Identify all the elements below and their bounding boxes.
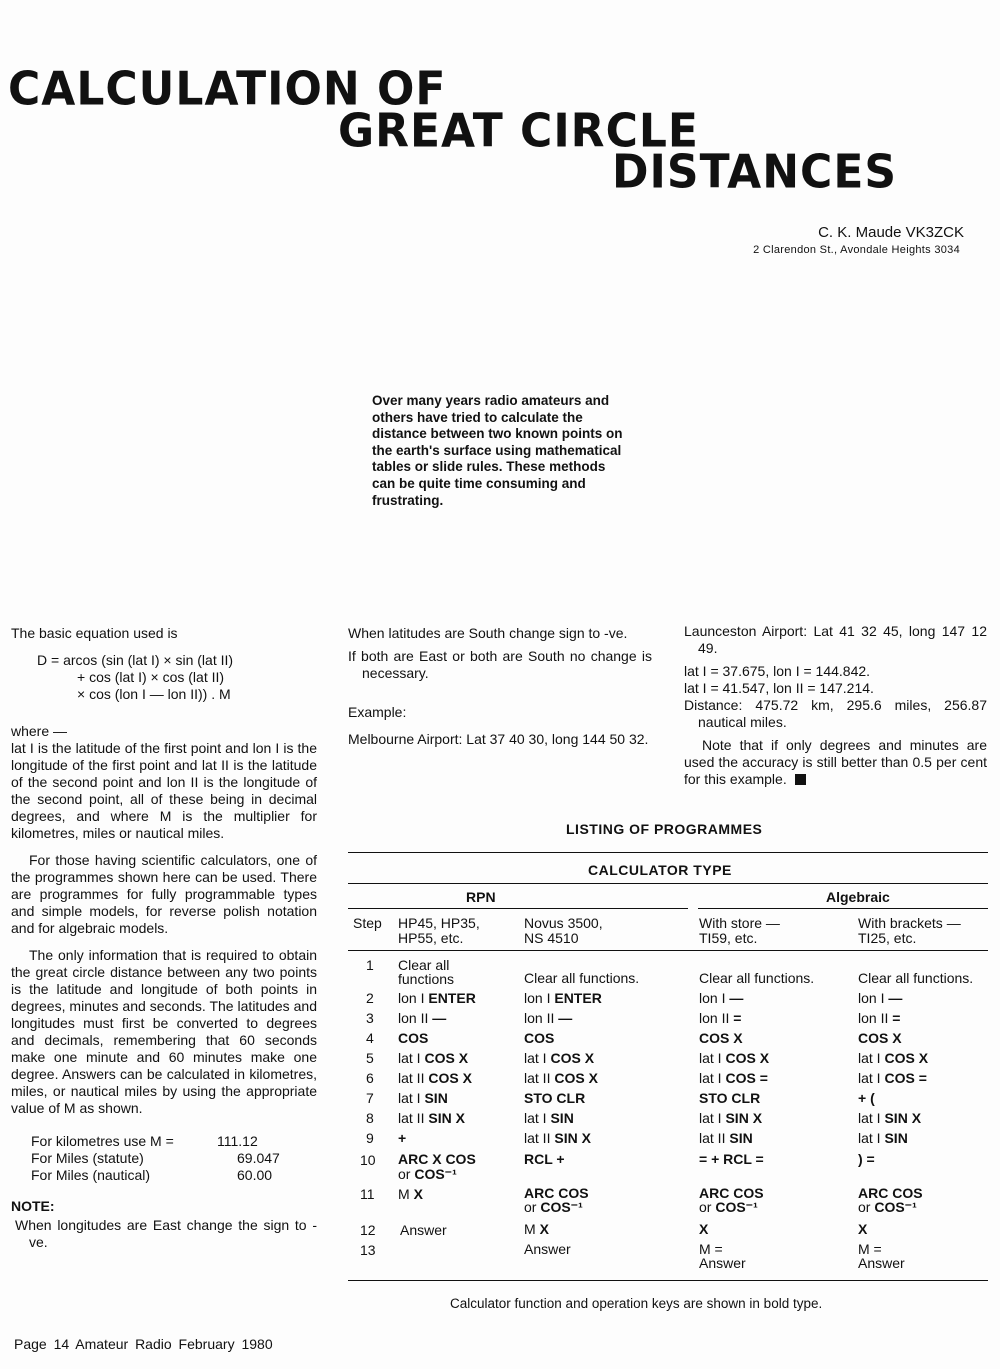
multiplier-value: 111.12 [217, 1133, 258, 1149]
step-number: 4 [366, 1030, 374, 1046]
step-cell-key: COS X [699, 1030, 743, 1046]
listing-title: LISTING OF PROGRAMMES [566, 821, 763, 837]
step-cell-key: — [558, 1010, 573, 1026]
step-cell-key: COS [524, 1030, 555, 1046]
note-3: If both are East or both are South no change is necessary. [348, 648, 652, 681]
step12-col3: X [699, 1221, 709, 1237]
step1-col1-a: Clear all [398, 957, 450, 973]
step-cell-variable: lat I [398, 1050, 425, 1066]
step-cell-variable: lon I [858, 990, 889, 1006]
step-cell-key: COS X [884, 1050, 929, 1066]
step1-col2: Clear all functions. [524, 970, 640, 986]
multiplier-value: 69.047 [237, 1150, 280, 1166]
step-cell [858, 1031, 902, 1045]
intro-paragraph: Over many years radio amateurs and others have tried to calculate the distance between two known points on the earth's surface using mathematical tables or slide rules. These methods can be quite time consuming and frustrating. [372, 393, 623, 508]
page-footer: Page 14 Amateur Radio February 1980 [14, 1336, 273, 1352]
step10-col3: = + RCL = [699, 1151, 764, 1167]
step-cell-key: + [398, 1130, 407, 1146]
step-cell-key: ENTER [554, 990, 602, 1006]
table-bottom-rule [348, 1280, 988, 1281]
step-cell [699, 1071, 768, 1085]
multiplier-label: For kilometres use M = [31, 1133, 174, 1149]
step-number: 6 [366, 1070, 374, 1086]
step-cell-key: COS X [550, 1050, 595, 1066]
step-number: 13 [360, 1242, 376, 1258]
step10-col4: ) = [858, 1151, 875, 1167]
step-cell [858, 1011, 900, 1025]
step-cell-variable: lat I [398, 1090, 425, 1106]
step11-col3-b: or COS⁻¹ [699, 1199, 758, 1215]
step-cell [524, 1031, 554, 1045]
step-number: 12 [360, 1222, 376, 1238]
column-2 [348, 625, 652, 748]
step-number: 1 [366, 957, 374, 973]
step13-col2: Answer [524, 1241, 571, 1257]
step-cell [398, 1011, 446, 1025]
step12-col1: Answer [400, 1222, 447, 1238]
step-cell-variable: lat II [524, 1070, 555, 1086]
step-cell-variable: lat I [858, 1070, 885, 1086]
step-cell-variable: lon I [398, 990, 429, 1006]
step12-col2-var: M [524, 1221, 540, 1237]
author: C. K. Maude VK3ZCK [818, 224, 964, 241]
step-cell-key: COS X [554, 1070, 598, 1086]
step-cell [858, 1111, 921, 1125]
step-number: 7 [366, 1090, 374, 1106]
step-cell [398, 1071, 472, 1085]
col1-para-2: For those having scientific calculators, one of the programmes shown here can be used. There are programmes for fully programmable types and simple models, for reverse polish notation and for algebraic models. [11, 852, 317, 936]
end-mark-icon [795, 774, 806, 785]
step-cell-variable: lon I [699, 990, 730, 1006]
step-cell-key: — [888, 990, 903, 1006]
step10-col1-a: ARC X COS [398, 1151, 476, 1167]
step-cell-variable: lat II [398, 1110, 429, 1126]
step-cell-variable: lon II [699, 1010, 734, 1026]
accuracy-note-text: Note that if only degrees and minutes are used the accuracy is still better than 0.5 per cent for this example. [684, 737, 987, 787]
title-line-3: DISTANCES [612, 145, 898, 200]
note-1: When longitudes are East change the sign to -ve. [15, 1217, 317, 1250]
step-cell-variable: lon I [524, 990, 555, 1006]
step-cell-key: STO CLR [524, 1090, 586, 1106]
step12-col2-key: X [539, 1221, 549, 1237]
step-cell [524, 1091, 585, 1105]
step12-col2 [524, 1222, 549, 1236]
step12-col4: X [858, 1221, 868, 1237]
step-cell [524, 1131, 591, 1145]
step-cell-variable: lon II [398, 1010, 433, 1026]
title-line-2: GREAT CIRCLE [338, 104, 699, 159]
author-address: 2 Clarendon St., Avondale Heights 3034 [753, 244, 960, 256]
step-cell-variable: lat I [699, 1110, 726, 1126]
step-cell [524, 1011, 572, 1025]
step-cell-variable: lat II [699, 1130, 730, 1146]
step-cell-key: STO CLR [699, 1090, 761, 1106]
step-cell [398, 1111, 465, 1125]
step-cell-key: SIN [884, 1130, 908, 1146]
header-step: Step [353, 915, 382, 931]
step-cell [699, 991, 743, 1005]
step-cell-variable: lon II [858, 1010, 893, 1026]
step-cell-key: SIN X [884, 1110, 922, 1126]
header-col2-b: NS 4510 [524, 930, 579, 946]
col1-where: where — [11, 723, 68, 739]
step11-col1-var: M [398, 1186, 414, 1202]
step-cell [858, 1131, 908, 1145]
step13-col4-b: Answer [858, 1255, 905, 1271]
step11-col4-b: or COS⁻¹ [858, 1199, 917, 1215]
step-cell-key: + ( [858, 1090, 875, 1106]
step-cell [398, 991, 476, 1005]
table-top-rule [348, 852, 988, 853]
header-col3-a: With store — [699, 915, 780, 931]
col1-para-3: The only information that is required to obtain the great circle distance between any two points is the latitude and longitude of both points in degrees, minutes and seconds. The latitudes and longitudes must first be converted to degrees and decimals, remembering that 60 seconds make one minute and 60 minutes make one degree. Answers can be calculated in kilometres, miles, or nautical miles by using the appropriate value of M as shown. [11, 947, 317, 1116]
col1-intro: The basic equation used is [11, 625, 178, 641]
example-label: Example: [348, 704, 407, 720]
step-cell-key: SIN X [554, 1130, 591, 1146]
step-cell-key: COS [398, 1030, 429, 1046]
multiplier-label: For Miles (nautical) [31, 1167, 151, 1183]
step-cell-variable: lon II [524, 1010, 559, 1026]
header-col1-b: HP55, etc. [398, 930, 464, 946]
step-cell-variable: lat I [858, 1130, 885, 1146]
header-col1-a: HP45, HP35, [398, 915, 480, 931]
step-cell-key: COS X [428, 1070, 472, 1086]
step-cell [524, 1051, 594, 1065]
note-heading: NOTE: [11, 1198, 55, 1214]
step-cell [524, 1111, 574, 1125]
step11-col2-a: ARC COS [524, 1185, 589, 1201]
header-col4-a: With brackets — [858, 915, 961, 931]
step-cell-variable: lat II [524, 1130, 555, 1146]
step-cell [699, 1011, 741, 1025]
column-3 [684, 623, 987, 788]
step-cell-variable: lat I [524, 1110, 551, 1126]
step-cell [398, 1031, 428, 1045]
equation-line-1: D = arcos (sin (lat I) × sin (lat II) [37, 652, 234, 668]
table-rule-rpn [348, 908, 688, 909]
step-cell [699, 1111, 762, 1125]
step11-col1 [398, 1187, 423, 1201]
table-rule-header [348, 950, 988, 951]
step-number: 8 [366, 1110, 374, 1126]
step-cell-key: COS X [424, 1050, 469, 1066]
column-1 [11, 625, 317, 1251]
step-number: 5 [366, 1050, 374, 1066]
step-cell-key: SIN [729, 1130, 753, 1146]
step-cell-key: COS = [725, 1070, 768, 1086]
group-algebraic: Algebraic [826, 889, 890, 905]
step-cell-variable: lat I [858, 1110, 885, 1126]
step13-col3-a: M = [699, 1241, 723, 1257]
step-cell [524, 991, 602, 1005]
step1-col4: Clear all functions. [858, 970, 974, 986]
step-cell-key: — [729, 990, 744, 1006]
table-rule-alg [698, 908, 988, 909]
step-cell-key: = [892, 1010, 901, 1026]
title-line-1: CALCULATION OF [8, 62, 447, 117]
example-melbourne: Melbourne Airport: Lat 37 40 30, long 144 50 32. [348, 731, 649, 747]
step-number: 10 [360, 1152, 376, 1168]
step13-col4-a: M = [858, 1241, 882, 1257]
note-2: When latitudes are South change sign to -ve. [348, 625, 628, 641]
header-col4-b: TI25, etc. [858, 930, 917, 946]
step-cell [858, 1051, 928, 1065]
col1-definitions: lat I is the latitude of the first point and lon I is the longitude of the first point and lat II is the latitude of the second point and lon II is the longitude of the second point, all of these being in decimal degrees, and where M is the multiplier for kilometres, miles or nautical miles. [11, 740, 317, 841]
distance-result: Distance: 475.72 km, 295.6 miles, 256.87 nautical miles. [684, 697, 987, 730]
step-cell-key: SIN X [725, 1110, 763, 1126]
header-col2-a: Novus 3500, [524, 915, 603, 931]
multiplier-row [31, 1167, 280, 1184]
step11-col1-key: X [413, 1186, 423, 1202]
step11-col3-a: ARC COS [699, 1185, 764, 1201]
step-number: 9 [366, 1130, 374, 1146]
step-cell-key: ENTER [428, 990, 476, 1006]
header-col3-b: TI59, etc. [699, 930, 758, 946]
step-number: 3 [366, 1010, 374, 1026]
table-rule-2 [348, 883, 988, 884]
calc-line-2: lat I = 41.547, lon II = 147.214. [684, 680, 874, 696]
step-cell [699, 1051, 769, 1065]
step-cell-key: SIN X [428, 1110, 465, 1126]
step-cell-key: COS = [884, 1070, 927, 1086]
step11-col2-b: or COS⁻¹ [524, 1199, 583, 1215]
step-cell-variable: lat II [398, 1070, 429, 1086]
table-footnote: Calculator function and operation keys are shown in bold type. [450, 1296, 823, 1311]
multiplier-row [31, 1133, 280, 1150]
step-cell [524, 1071, 598, 1085]
step-cell [699, 1131, 753, 1145]
step-cell-key: SIN [424, 1090, 448, 1106]
multiplier-label: For Miles (statute) [31, 1150, 144, 1166]
accuracy-note [684, 737, 987, 788]
step-cell [858, 1091, 875, 1105]
programme-table [348, 852, 988, 1292]
step10-col2: RCL + [524, 1151, 565, 1167]
step11-col4-a: ARC COS [858, 1185, 923, 1201]
step-number: 2 [366, 990, 374, 1006]
step-cell [858, 991, 902, 1005]
step-cell [858, 1071, 927, 1085]
calculator-type-heading: CALCULATOR TYPE [588, 862, 732, 878]
step-cell-key: COS X [858, 1030, 902, 1046]
step-cell [699, 1031, 743, 1045]
step-cell [699, 1091, 760, 1105]
multiplier-row [31, 1150, 280, 1167]
step-cell-variable: lat I [699, 1070, 726, 1086]
step-cell-variable: lat I [524, 1050, 551, 1066]
multiplier-table [31, 1133, 280, 1184]
step-number: 11 [360, 1186, 375, 1202]
example-launceston: Launceston Airport: Lat 41 32 45, long 147 12 49. [684, 623, 987, 656]
step10-col1-b: or COS⁻¹ [398, 1166, 457, 1182]
calc-line-1: lat I = 37.675, lon I = 144.842. [684, 663, 871, 679]
step-cell-key: COS X [725, 1050, 770, 1066]
equation-line-2: + cos (lat I) × cos (lat II) [77, 669, 225, 685]
equation [37, 652, 317, 703]
step-cell [398, 1051, 468, 1065]
step-cell-key: — [432, 1010, 447, 1026]
step-cell [398, 1131, 406, 1145]
step-cell [398, 1091, 448, 1105]
step-cell-variable: lat I [699, 1050, 726, 1066]
step-cell-key: SIN [550, 1110, 574, 1126]
step1-col1-b: functions [398, 971, 455, 987]
step-cell-variable: lat I [858, 1050, 885, 1066]
equation-line-3: × cos (lon I — lon II)) . M [77, 686, 231, 702]
step1-col3: Clear all functions. [699, 970, 815, 986]
step13-col3-b: Answer [699, 1255, 746, 1271]
multiplier-value: 60.00 [237, 1167, 273, 1183]
step-cell-key: = [733, 1010, 742, 1026]
group-rpn: RPN [466, 889, 496, 905]
